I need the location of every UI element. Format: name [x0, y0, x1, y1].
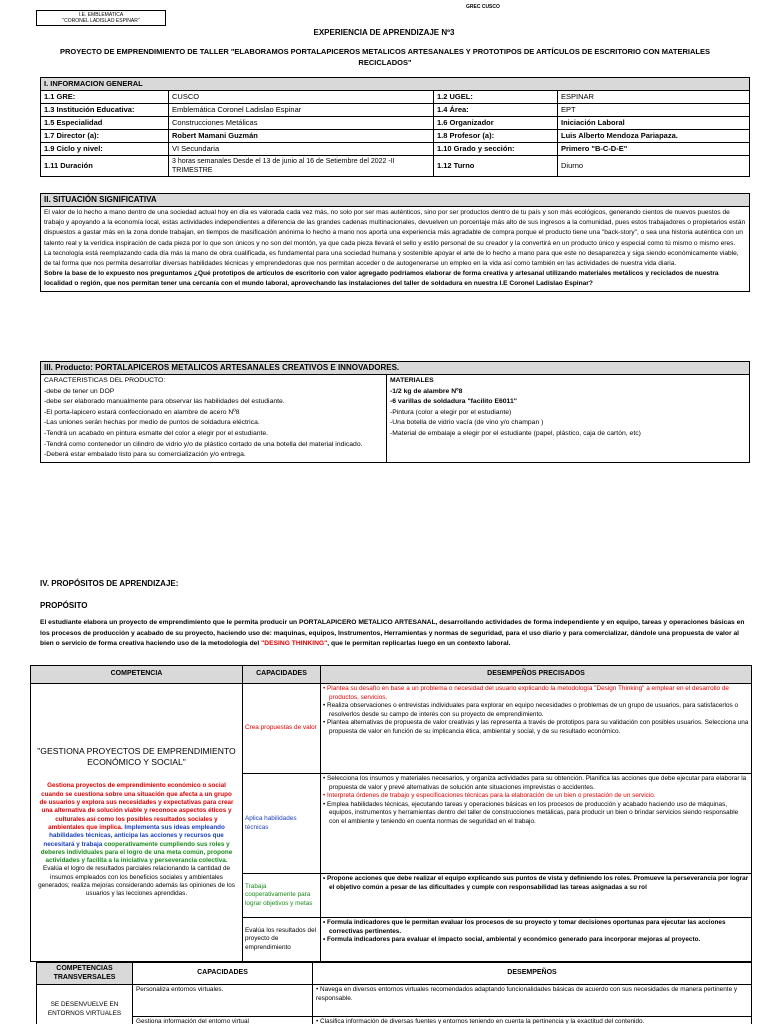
gen-value: ESPINAR [558, 91, 750, 104]
gen-value: CUSCO [169, 91, 434, 104]
gen-value: Emblemática Coronel Ladislao Espinar [169, 104, 434, 117]
product-heading: III. Producto: PORTALAPICEROS METALICOS ARTESANALES CREATIVOS E INNOVADORES. [41, 362, 749, 375]
performances-header: DESEMPEÑOS PRECISADOS [321, 666, 752, 684]
performance-item: • Formula indicadores que le permitan evaluar los procesos de su proyecto y tomar decisiones oportunas para ejecutar las acciones correctivas pertinentes. [323, 919, 726, 935]
competency-desc-red: Gestiona proyectos de emprendimiento económico o social cuando se cuestiona sobre una situación que afecta a un grupo de usuarios y explora sus necesidades y expectativas para crear una alternativa de solución viable y reconoce aspectos éticos y culturales así como los posibles resultados sociales y ambientales que implica. [39, 782, 234, 831]
experience-title: EXPERIENCIA DE APRENDIZAJE Nº3 [313, 28, 455, 37]
gen-label: 1.3 Institución Educativa: [41, 104, 169, 117]
product-materials [387, 375, 749, 462]
performances-teamwork [321, 874, 752, 918]
capacity-technical-skills: Aplica habilidades técnicas [243, 774, 321, 874]
competency-header: COMPETENCIA [31, 666, 243, 684]
performances-technical-skills [321, 774, 752, 874]
capacity-teamwork: Trabaja cooperativamente para lograr objetivos y metas [243, 874, 321, 918]
competency-desc-green: cooperativamente cumpliendo sus roles y deberes individuales para el logro de una meta común, propone actividades y facilita a la iniciativa y perseverancia colectiva. [40, 840, 233, 865]
gen-label: 1.9 Ciclo y nivel: [41, 143, 169, 156]
material-item: -6 varillas de soldadura "facilito E6011" [390, 398, 517, 406]
purpose-text-a: El estudiante elabora un proyecto de emprendimiento que le permita producir un PORTALAPICERO METALICO ARTESANAL, desarrollando actividades de forma independiente y en equipo, tareas y operaciones básicas en los procesos de producción y acabado de su proyecto, haciendo uso de: maquinas, equipos, Instrumentos, Herramientas y normas de seguridad, para el uso diario y para comercializar, dándole una propuesta de valor al bien o servicio de forma creativa haciendo uso de la metodología del [40, 619, 745, 647]
capacities-header: CAPACIDADES [243, 666, 321, 684]
general-row [41, 104, 750, 117]
gen-label: 1.7 Director (a): [41, 130, 169, 143]
performances-evaluate [321, 918, 752, 962]
performance-item: • Emplea habilidades técnicas, ejecutando tareas y operaciones básicas en los procesos de producción y acabado haciendo uso de máquinas, equipos, instrumentos y herramientas dentro del taller de construcciones metálicas, para producir un bien o brindar servicios siendo responsable con el ambiente y teniendo en cuenta normas de seguridad en el trabajo. [323, 800, 739, 825]
characteristic-item: -debe ser elaborado manualmente para observar las habilidades del estudiante. [44, 398, 285, 406]
general-info-heading: I. INFORMACION GENERAL [41, 78, 750, 91]
gen-label: 1.5 Especialidad [41, 117, 169, 130]
general-row [41, 91, 750, 104]
gen-label: 1.12 Turno [434, 156, 558, 177]
characteristic-item: -debe de tener un DOP [44, 387, 115, 395]
grec-label: GREC CUSCO [466, 4, 500, 10]
situation-question: Sobre la base de lo expuesto nos preguntamos ¿Qué prototipos de artículos de escritorio con valor agregado podríamos elaborar de forma creativa y artesanal utilizando materiales metálicos y reciclados de nuestra localidad o región, que nos permitan tener una cercanía con el mundo laboral, aprovechando las instalaciones del taller de soldadura en nuestra I.E Coronel Ladislao Espinar? [44, 270, 719, 288]
performance-item: • Propone acciones que debe realizar el equipo explicando sus puntos de vista y definiendo los roles. Promueve la perseverancia por lograr el objetivo común a pesar de las dificultades y cumple con responsabilidad las tareas asignadas a su rol [323, 875, 749, 891]
gen-value: Luis Alberto Mendoza Pariapaza. [558, 130, 750, 143]
situation-paragraph: La tecnología está reemplazando cada día más la mano de obra cualificada, es fundamental para una sociedad humana y sostenible apoyar el arte de lo hecho a mano para que este no desaparezca y siga siendo económicamente viable, de tal forma que nos permita desarrollar diversas habilidades técnicas y emprendedoras que nos permitan acceder o de autogenerarse un empleo en la vida así como también en las actividades de nuestra vida diaria. [44, 249, 739, 268]
transversal-competency: SE DESENVUELVE EN ENTORNOS VIRTUALES [37, 985, 133, 1024]
performance-item: • Plantea su desafío en base a un problema o necesidad del usuario explicando la metodología "Design Thinking" a emplear en el desarrollo de productos, servicios. [323, 685, 729, 701]
school-line-2: "CORONEL LADISLAO ESPINAR" [62, 18, 140, 24]
transversal-performance: • Clasifica información de diversas fuentes y entornos teniendo en cuenta la pertinencia y la exactitud del contenido. [313, 1017, 752, 1024]
characteristic-item: -Tendrá un acabado en pintura esmalte del color a elegir por el estudiante. [44, 429, 269, 437]
material-item: -1/2 kg de alambre Nº8 [390, 387, 463, 395]
general-row [41, 156, 750, 177]
characteristics-title: CARACTERISTICAS DEL PRODUCTO: [44, 377, 166, 384]
competency-table [30, 665, 752, 962]
gen-value: EPT [558, 104, 750, 117]
gen-label: 1.2 UGEL: [434, 91, 558, 104]
gen-label: 1.6 Organizador [434, 117, 558, 130]
purpose-text-b: , que le permitan replicarlas luego en un contexto laboral. [327, 640, 511, 647]
situation-paragraph: El valor de lo hecho a mano dentro de una sociedad actual hoy en día es valorada cada vez más, no solo por ser mas auténticos, sino por ser productos dentro de tu país y son más ecológicos, generando cientos de nuevos puestos de trabajo y apoyando a la economía local, estas actividades independientes a diferencia de las grandes cadenas multinacionales, devuelven un porcentaje más alto de sus ingresos a la comunidad, pues estos trabajadores o propietarios están dispuestos a gastar más en la zona donde trabajan, en tiempos de masificación anónima lo hecho a mano nos aporta una experiencia más agradable de compra porque el producto tiene una "back-story", o sea una historia auténtica con un talento real y la verídica inspiración de cada pieza por lo que son únicos y no son del montón, ya que cada pieza llevará el sello y estilo personal de su creador y la convertirá en un producto único y especial como tú mismo o mismo eres. [44, 209, 746, 247]
gen-label: 1.8 Profesor (a): [434, 130, 558, 143]
design-thinking-label: "DESING THINKING" [261, 640, 328, 647]
school-name-box [36, 10, 166, 26]
general-row [41, 130, 750, 143]
gen-value: 3 horas semanales Desde el 13 de junio al 16 de Setiembre del 2022 -II TRIMESTRE [169, 156, 434, 177]
project-title: PROYECTO DE EMPRENDIMIENTO DE TALLER "ELABORAMOS PORTALAPICEROS METALICOS ARTESANALES Y PROTOTIPOS DE ARTÍCULOS DE ESCRITORIO CON MATERIALES RECICLADOS" [60, 47, 710, 67]
school-line-1: I.E. EMBLEMATICA [78, 12, 124, 18]
performance-item: • Plantea alternativas de propuesta de valor creativas y las representa a través de prototipos para su validación con posibles usuarios. Selecciona una propuesta de valor en función de su implicancia ética, ambiental y social, y de su resultado económico. [323, 719, 749, 735]
purpose-subheading: PROPÓSITO [40, 601, 88, 610]
characteristic-item: -Tendrá como contenedor un cilindro de vidrio y/o de plástico cortado de una botella del material indicado. [44, 440, 363, 448]
competency-title: "GESTIONA PROYECTOS DE EMPRENDIMIENTO ECONÓMICO Y SOCIAL" [37, 746, 236, 768]
gen-value: Robert Mamani Guzmán [169, 130, 434, 143]
transversal-comp-header: COMPETENCIAS TRANSVERSALES [37, 963, 133, 985]
competency-cell [31, 684, 243, 962]
performances-create-value [321, 684, 752, 774]
situation-heading: II. SITUACIÓN SIGNIFICATIVA [41, 194, 749, 207]
transversal-performance: • Navega en diversos entornos virtuales recomendados adaptando funcionalidades básicas de acuerdo con sus necesidades de manera pertinente y responsable. [313, 985, 752, 1017]
transversal-capacity: Gestiona información del entorno virtual [133, 1017, 313, 1024]
characteristic-item: -Deberá estar embalado listo para su comercialización y/o entrega. [44, 451, 246, 459]
gen-label: 1.1 GRE: [41, 91, 169, 104]
gen-value: Construcciones Metálicas [169, 117, 434, 130]
purpose-text [40, 618, 752, 650]
transversal-table [36, 962, 752, 1024]
gen-value: Iniciación Laboral [558, 117, 750, 130]
general-info-table [40, 77, 750, 177]
performance-item: • Formula indicadores para evaluar el impacto social, ambiental y económico generado para incorporar mejoras al proyecto. [323, 936, 701, 944]
product-section [40, 361, 750, 463]
transversal-cap-header: CAPACIDADES [133, 963, 313, 985]
capacity-create-value: Crea propuestas de valor [243, 684, 321, 774]
material-item: -Material de embalaje a elegir por el estudiante (papel, plástico, caja de cartón, etc) [390, 429, 641, 437]
gen-value: VI Secundaria [169, 143, 434, 156]
competency-desc-black: Evalúa el logro de resultados parciales relacionando la cantidad de insumos empleados con los beneficios sociales y ambientales generados; realiza mejoras considerando además las opiniones de los usuarios y las lecciones aprendidas. [38, 865, 235, 898]
gen-label: 1.10 Grado y sección: [434, 143, 558, 156]
general-row [41, 143, 750, 156]
gen-label: 1.4 Área: [434, 104, 558, 117]
transversal-capacity: Personaliza entornos virtuales. [133, 985, 313, 1017]
materials-title: MATERIALES [390, 377, 434, 384]
performance-item: • Realiza observaciones o entrevistas individuales para explorar en equipo necesidades o problemas de un grupo de usuarios, para satisfacerlos o resolverlos desde su campo de interés con su proyecto de emprendimiento. [323, 702, 739, 718]
material-item: -Pintura (color a elegir por el estudiante) [390, 408, 512, 416]
situation-section [40, 193, 750, 292]
gen-value: Primero "B-C-D-E" [558, 143, 750, 156]
characteristic-item: -Las uniones serán hechas por medio de puntos de soldadura eléctrica. [44, 419, 260, 427]
gen-value: Diurno [558, 156, 750, 177]
competency-desc-blue: Implementa sus ideas empleando habilidades técnicas, anticipa las acciones y recursos que necesitará y trabaja [43, 823, 225, 848]
characteristic-item: -El porta-lapicero estará confeccionado en alambre de acero Nº8 [44, 408, 240, 416]
transversal-des-header: DESEMPEÑOS [313, 963, 752, 985]
performance-item: • Selecciona los insumos y materiales necesarios, y organiza actividades para su obtención. Planifica las acciones que debe ejecutar para elaborar la propuesta de valor y prevé alternativas de solución ante situaciones imprevistas o accidentes. [323, 775, 747, 791]
performance-item: • Interpreta órdenes de trabajo y especificaciones técnicas para la elaboración de un bien o prestación de un servicio. [323, 792, 656, 800]
capacity-evaluate: Evalúa los resultados del proyecto de emprendimiento [243, 918, 321, 962]
product-characteristics [41, 375, 387, 462]
purposes-heading: IV. PROPÓSITOS DE APRENDIZAJE: [40, 579, 179, 588]
general-row [41, 117, 750, 130]
gen-label: 1.11 Duración [41, 156, 169, 177]
material-item: -Una botella de vidrio vacía (de vino y/o champan ) [390, 419, 544, 427]
